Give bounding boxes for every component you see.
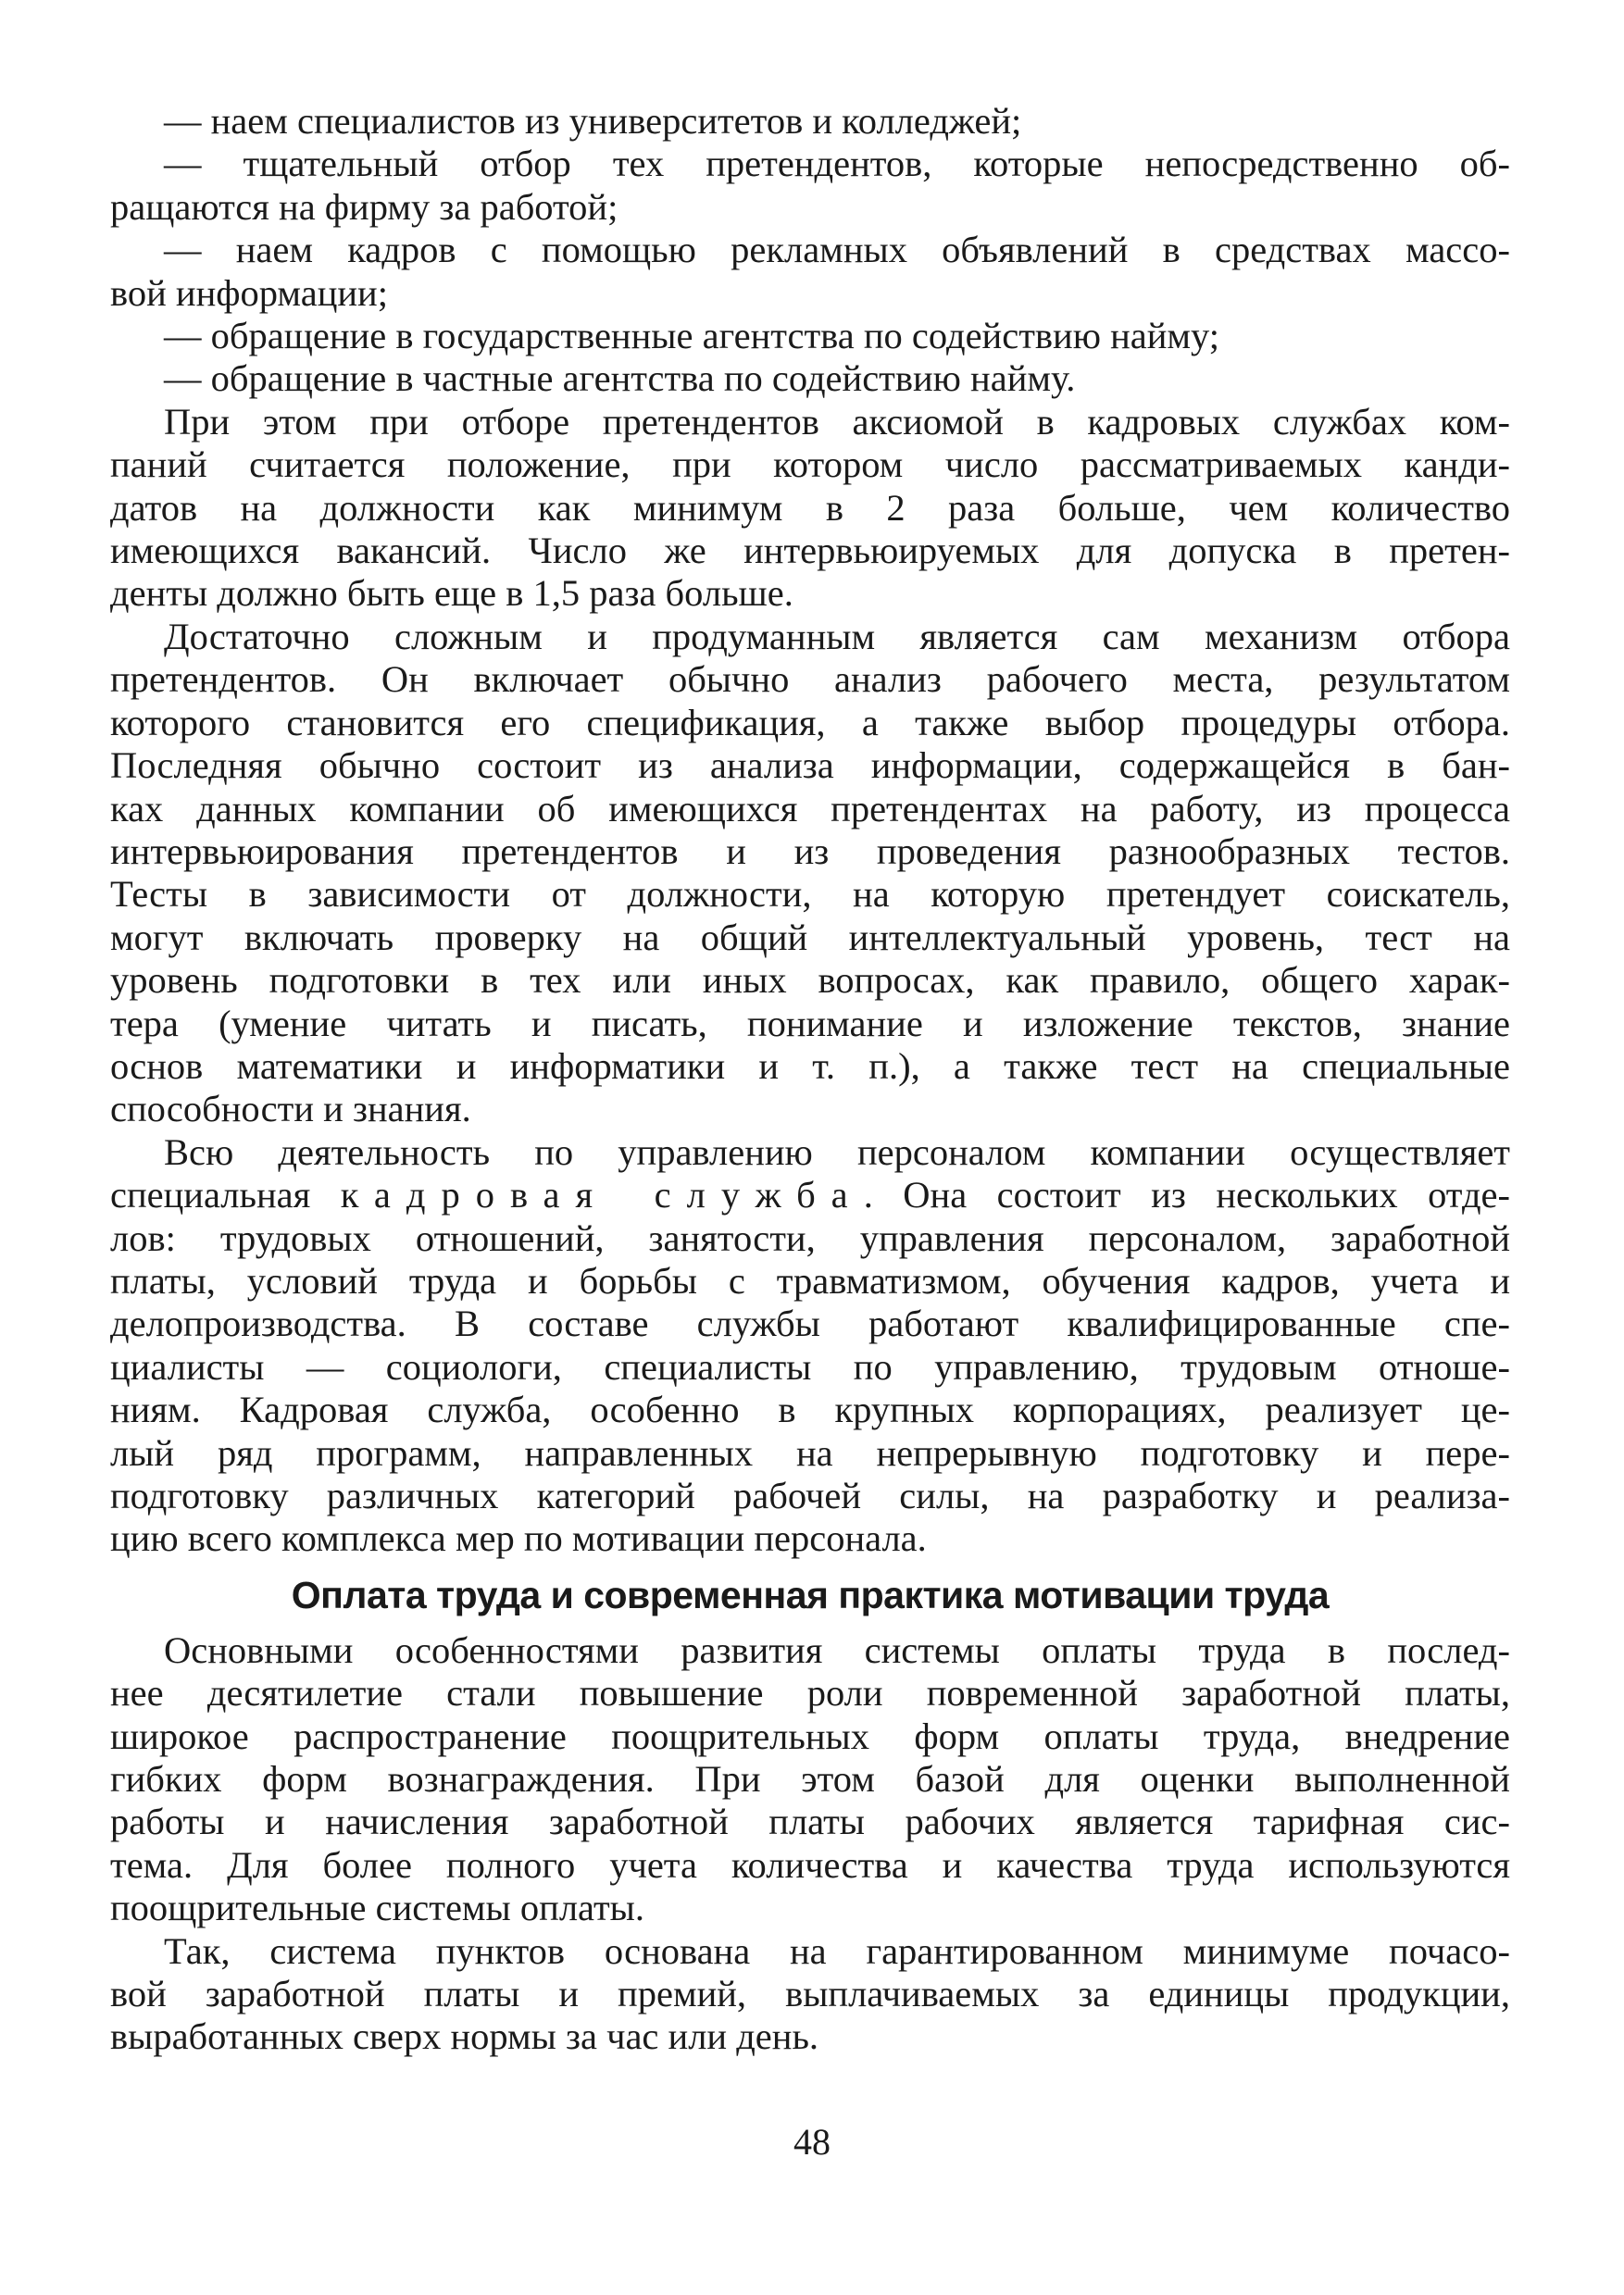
text-line: Всю деятельность по управлению персоналом компании осуществляет bbox=[164, 1130, 1510, 1173]
text-line: подготовку различных категорий рабочей силы, на разработку и реализа- bbox=[110, 1475, 1510, 1516]
paragraph bbox=[110, 1131, 1510, 1561]
list-item: — наем специалистов из университетов и колледжей; bbox=[164, 100, 1022, 142]
text-line: претендентов. Он включает обычно анализ рабочего места, результатом bbox=[110, 658, 1510, 701]
paragraph bbox=[110, 616, 1510, 1131]
text-line: выработанных сверх нормы за час или день. bbox=[110, 2015, 819, 2058]
text-line: Так, система пунктов основана на гарантированном минимуме почасо- bbox=[164, 1929, 1510, 1972]
text-line: широкое распространение поощрительных форм оплаты труда, внедрение bbox=[110, 1715, 1510, 1757]
text-line: делопроизводства. В составе службы работают квалифицированные спе- bbox=[110, 1303, 1510, 1345]
text-line: лый ряд программ, направленных на непрерывную подготовку и пере- bbox=[110, 1431, 1510, 1474]
text-line: работы и начисления заработной платы рабочих является тарифная сис- bbox=[110, 1801, 1510, 1843]
text-line: гибких форм вознаграждения. При этом базой для оценки выполненной bbox=[110, 1758, 1510, 1801]
list-item: — наем кадров с помощью рекламных объявлений в средствах массо- bbox=[164, 229, 1510, 271]
list-item: — обращение в государственные агентства по содействию найму; bbox=[164, 315, 1219, 357]
text-line: ках данных компании об имеющихся претендентах на работу, из процесса bbox=[110, 787, 1510, 829]
text-line: тема. Для более полного учета количества и качества труда используются bbox=[110, 1843, 1510, 1886]
text-line: вой заработной платы и премий, выплачиваемых за единицы продукции, bbox=[110, 1973, 1510, 2015]
text-line: основ математики и информатики и т. п.), а также тест на специальные bbox=[110, 1044, 1510, 1087]
text-line: нее десятилетие стали повышение роли повременной заработной платы, bbox=[110, 1672, 1510, 1715]
text-line: лов: трудовых отношений, занятости, управления персоналом, заработной bbox=[110, 1216, 1510, 1259]
text-line: цию всего комплекса мер по мотивации персонала. bbox=[110, 1517, 927, 1560]
emphasized-term: кадровая служба bbox=[340, 1174, 864, 1216]
text-line: имеющихся вакансий. Число же интервьюируемых для допуска в претен- bbox=[110, 530, 1510, 572]
text-line: платы, условий труда и борьбы с травматизмом, обучения кадров, учета и bbox=[110, 1259, 1510, 1302]
text-fragment: . Она состоит из нескольких отде- bbox=[863, 1174, 1511, 1216]
text-line: циалисты — социологи, специалисты по управлению, трудовым отноше- bbox=[110, 1345, 1510, 1388]
text-line: интервьюирования претендентов и из проведения разнообразных тестов. bbox=[110, 829, 1510, 872]
text-line: тера (умение читать и писать, понимание и изложение текстов, знание bbox=[110, 1002, 1510, 1044]
text-line bbox=[110, 1174, 1510, 1216]
text-line: могут включать проверку на общий интеллектуальный уровень, тест на bbox=[110, 916, 1510, 958]
text-line: ниям. Кадровая служба, особенно в крупных корпорациях, реализует це- bbox=[110, 1389, 1510, 1431]
text-line: Тесты в зависимости от должности, на которую претендует соискатель, bbox=[110, 873, 1510, 916]
text-fragment: специальная bbox=[110, 1174, 341, 1216]
text-line: поощрительные системы оплаты. bbox=[110, 1887, 644, 1929]
text-line: Достаточно сложным и продуманным является сам механизм отбора bbox=[164, 615, 1510, 657]
text-line: которого становится его спецификация, а также выбор процедуры отбора. bbox=[110, 701, 1510, 743]
text-line: паний считается положение, при котором число рассматриваемых канди- bbox=[110, 443, 1510, 486]
list-item: — обращение в частные агентства по содействию найму. bbox=[164, 357, 1076, 400]
list-item-continuation: вой информации; bbox=[110, 271, 388, 314]
text-line: При этом при отборе претендентов аксиомой в кадровых службах ком- bbox=[164, 400, 1510, 443]
text-line: уровень подготовки в тех или иных вопросах, как правило, общего харак- bbox=[110, 959, 1510, 1002]
list-item-continuation: ращаются на фирму за работой; bbox=[110, 185, 618, 228]
paragraph bbox=[110, 1629, 1510, 1930]
text-line: Последняя обычно состоит из анализа информации, содержащейся в бан- bbox=[110, 744, 1510, 787]
page-number: 48 bbox=[793, 2121, 831, 2163]
section-heading: Оплата труда и современная практика мотивации труда bbox=[291, 1573, 1330, 1616]
text-line: Основными особенностями развития системы оплаты труда в послед- bbox=[164, 1628, 1510, 1671]
text-line: денты должно быть еще в 1,5 раза больше. bbox=[110, 572, 793, 615]
text-line: способности и знания. bbox=[110, 1088, 471, 1130]
paragraph bbox=[110, 1930, 1510, 2059]
text-line: датов на должности как минимум в 2 раза больше, чем количество bbox=[110, 486, 1510, 529]
list-item: — тщательный отбор тех претендентов, которые непосредственно об- bbox=[164, 143, 1510, 185]
recruitment-methods-list bbox=[110, 100, 1510, 401]
paragraph bbox=[110, 401, 1510, 616]
page-body bbox=[110, 100, 1510, 2059]
